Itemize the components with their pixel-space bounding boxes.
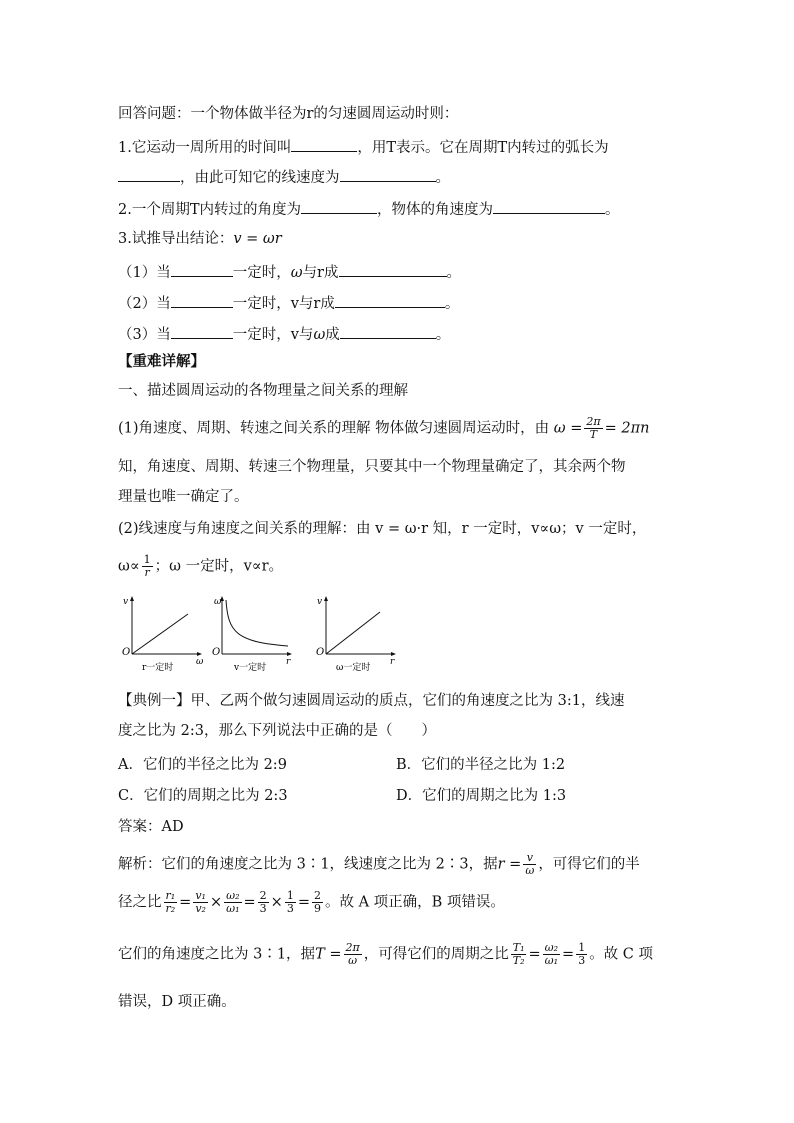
analysis-4-text: 错误，D 项正确。 xyxy=(118,994,236,1010)
p2-text-a: (2)线速度与角速度之间关系的理解：由 v = ω·r 知，r 一定时，v∝ω；v 一定时， xyxy=(118,521,647,537)
sub1-blank-2[interactable] xyxy=(339,261,447,277)
q3-text: 3.试推导出结论： xyxy=(118,231,234,247)
analysis-3-text-c: 。故 C 项 xyxy=(589,946,653,963)
g2-xlabel: r xyxy=(286,657,291,667)
option-c[interactable] xyxy=(118,786,288,806)
example-line-2 xyxy=(118,721,436,741)
sub2-text-b: 一定时，v与r成 xyxy=(232,296,335,312)
g2-caption: v一定时 xyxy=(234,663,267,672)
graph-v-vs-omega xyxy=(122,596,204,672)
sub1-omega: ω xyxy=(290,265,303,281)
q3-formula: v = ωr xyxy=(233,231,282,247)
analysis-1-fraction xyxy=(523,852,536,877)
sub1-text-b: 一定时， xyxy=(232,265,291,281)
sub2-line xyxy=(118,292,459,314)
analysis-line-1 xyxy=(118,852,640,877)
sub3-omega: ω xyxy=(313,327,326,343)
sub3-line xyxy=(118,323,450,345)
g2-ylabel: ω xyxy=(214,597,222,607)
p1-eq-right: = 2πn xyxy=(604,420,650,437)
graph-omega-vs-r xyxy=(212,596,292,672)
q1-text-a: 1.它运动一周所用的时间叫 xyxy=(118,140,292,156)
section-sub-heading-text: 一、描述圆周运动的各物理量之间关系的理解 xyxy=(118,383,408,399)
g3-origin: O xyxy=(316,647,325,658)
ratio-w-fraction xyxy=(224,890,241,915)
ratio-n3: 2 xyxy=(313,889,321,902)
p1-eq-left: ω = xyxy=(553,420,583,437)
sub1-text-c: 与r成 xyxy=(302,265,339,281)
p2-fraction xyxy=(142,554,153,579)
ratio-r1: r₁ xyxy=(165,889,176,902)
q2-blank-2[interactable] xyxy=(493,198,605,214)
p1-text-b: 知，角速度、周期、转速三个物理量，只要其中一个物理量确定了，其余两个物 xyxy=(118,459,626,475)
section-sub-heading xyxy=(118,381,408,401)
sub2-blank-2[interactable] xyxy=(335,292,445,308)
ratio-num-fraction-1 xyxy=(258,890,269,915)
q1-blank-1[interactable] xyxy=(291,136,357,152)
period-t-fraction xyxy=(511,942,527,967)
q2-text-b: ，物体的角速度为 xyxy=(377,202,494,218)
q3-line xyxy=(118,229,282,249)
p1-frac-num: 2π xyxy=(586,415,601,428)
sub3-blank-1[interactable] xyxy=(171,323,233,339)
ratio-n2: 1 xyxy=(286,889,294,902)
sub2-text-a: （2）当 xyxy=(118,296,171,312)
ratio-d1: 3 xyxy=(259,902,267,915)
ratio-d3: 9 xyxy=(313,902,321,915)
intro-text: 回答问题：一个物体做半径为r的匀速圆周运动时则： xyxy=(118,106,459,122)
analysis-3-text-a: 它们的角速度之比为 3∶1，据 xyxy=(118,946,316,963)
g1-caption: r一定时 xyxy=(142,663,174,672)
analysis-3-frac-den: ω xyxy=(348,954,358,967)
analysis-1-frac-den: ω xyxy=(525,864,535,877)
p1-line-1 xyxy=(118,416,649,441)
q2-text-a: 2.一个周期T内转过的角度为 xyxy=(118,202,302,218)
q1-text-c: ，由此可知它的线速度为 xyxy=(180,170,340,186)
p1-line-2 xyxy=(118,457,626,477)
analysis-2-text-a: 径之比 xyxy=(118,894,162,911)
analysis-3-text-b: ，可得它们的周期之比 xyxy=(363,946,509,963)
p2-frac-den: r xyxy=(144,566,150,579)
ratio-v1: v₁ xyxy=(195,889,206,902)
ratio-n1: 2 xyxy=(259,889,267,902)
ratio-num-fraction-3 xyxy=(312,890,323,915)
sub3-text-b: 一定时，v与 xyxy=(232,327,314,343)
sub2-text-d: 。 xyxy=(444,296,460,312)
ratio-v2: v₂ xyxy=(195,902,206,915)
option-c-text: C．它们的周期之比为 2:3 xyxy=(118,788,288,804)
sub3-blank-2[interactable] xyxy=(340,323,436,339)
g3-ylabel: v xyxy=(317,597,323,607)
period-t2: T₂ xyxy=(512,954,525,967)
sub2-blank-1[interactable] xyxy=(171,292,233,308)
p2-frac-num: 1 xyxy=(143,553,151,566)
ratio-v-fraction xyxy=(193,890,208,915)
analysis-line-2: 径之比 $\frac{\text{r₁}}{\text{r₂}}$ = $\frac{\text{v₁}}{\text{v₂}}$ × $\frac{\text{ω₂}}{\text{ω₁}}$ = $\frac{2}{3}$ × $\frac{1}{3}$ = $\frac{2}{9}$ 。故 A 项正确，B 项错误。 xyxy=(118,889,505,915)
analysis-3-frac-num: 2π xyxy=(345,941,360,954)
graphs-svg xyxy=(118,592,408,672)
p1-frac-den: T xyxy=(589,428,598,441)
p2-text-b2: ；ω 一定时，v∝r。 xyxy=(154,558,284,575)
option-d-text: D．它们的周期之比为 1:3 xyxy=(396,788,567,804)
analysis-1-eq: r = xyxy=(497,856,522,873)
p1-text-c: 理量也唯一确定了。 xyxy=(118,489,249,505)
ratio-d2: 3 xyxy=(286,902,294,915)
example-line-1 xyxy=(118,691,624,711)
q2-line xyxy=(118,198,620,220)
g1-origin: O xyxy=(122,647,131,658)
option-d[interactable] xyxy=(396,786,566,806)
p1-text-a: (1)角速度、周期、转速之间关系的理解 物体做匀速圆周运动时，由 xyxy=(118,420,550,437)
ratio-w1: ω₁ xyxy=(226,902,240,915)
period-w-fraction xyxy=(543,942,560,967)
analysis-1-frac-num: v xyxy=(523,852,536,865)
sub3-text-c: 成 xyxy=(325,327,340,343)
ratio-num-fraction-2 xyxy=(285,890,296,915)
sub1-line xyxy=(118,261,461,283)
relationship-graphs xyxy=(118,592,408,672)
p2-text-b1: ω∝ xyxy=(118,558,140,575)
option-b[interactable] xyxy=(396,755,565,775)
analysis-line-3: 它们的角速度之比为 3∶1，据T = $\frac{2\pi}{\omega}$ ，可得它们的周期之比 $\frac{\text{T₁}}{\text{T₂}}$ = $\frac{\text{ω₂}}{\text{ω₁}}$ = $\frac{1}{3}$ 。故 C 项 xyxy=(118,941,653,967)
q1-blank-3[interactable] xyxy=(340,166,436,182)
sub1-text-a: （1）当 xyxy=(118,265,171,281)
p2-line-1 xyxy=(118,519,646,539)
q2-text-c: 。 xyxy=(605,202,620,218)
ratio-r-fraction xyxy=(164,890,178,915)
option-b-text: B．它们的半径之比为 1:2 xyxy=(396,757,566,773)
q1-blank-2[interactable] xyxy=(118,166,180,182)
option-a-text: A．它们的半径之比为 2:9 xyxy=(118,757,287,773)
period-n: 1 xyxy=(578,941,586,954)
g2-origin: O xyxy=(212,647,221,658)
ratio-r2: r₂ xyxy=(165,902,176,915)
intro-line xyxy=(118,104,458,124)
g3-xlabel: r xyxy=(390,657,395,667)
g1-xlabel: ω xyxy=(196,657,204,667)
q1-line xyxy=(118,136,609,158)
option-a[interactable] xyxy=(118,755,287,775)
p2-line-2 xyxy=(118,554,283,579)
example-text-1: 【典例一】甲、乙两个做匀速圆周运动的质点，它们的角速度之比为 3:1，线速 xyxy=(118,693,625,709)
period-num-fraction xyxy=(576,942,587,967)
analysis-3-eq: T = xyxy=(315,946,342,963)
q1-line-2 xyxy=(118,166,450,188)
p1-fraction xyxy=(584,416,602,441)
q1-text-d: 。 xyxy=(435,170,450,186)
graph-v-vs-r xyxy=(316,596,396,672)
sub1-text-d: 。 xyxy=(446,265,461,281)
period-w2: ω₂ xyxy=(544,941,559,954)
ratio-w2: ω₂ xyxy=(226,889,240,902)
g3-caption: ω一定时 xyxy=(336,663,371,672)
p1-line-3 xyxy=(118,487,249,507)
sub3-text-d: 。 xyxy=(435,327,451,343)
sub1-blank-1[interactable] xyxy=(171,261,233,277)
analysis-1-text-a: 解析：它们的角速度之比为 3∶1，线速度之比为 2∶3，据 xyxy=(118,856,498,873)
analysis-line-4 xyxy=(118,992,236,1012)
period-d: 3 xyxy=(578,954,586,967)
g1-ylabel: v xyxy=(123,597,129,607)
section-heading xyxy=(118,352,205,372)
section-heading-text: 【重难详解】 xyxy=(118,353,205,370)
q2-blank-1[interactable] xyxy=(301,198,377,214)
example-text-2: 度之比为 2:3，那么下列说法中正确的是（ ） xyxy=(118,723,436,739)
analysis-1-text-b: ，可得它们的半 xyxy=(538,856,640,873)
analysis-2-text-b: 。故 A 项正确，B 项错误。 xyxy=(324,894,505,911)
answer-text: 答案：AD xyxy=(118,819,184,835)
sub3-text-a: （3）当 xyxy=(118,327,171,343)
period-t1: T₁ xyxy=(512,941,525,954)
answer-line xyxy=(118,817,184,837)
period-w1: ω₁ xyxy=(544,954,559,967)
q1-text-b: ，用T表示。它在周期T内转过的弧长为 xyxy=(357,140,609,156)
analysis-3-fraction xyxy=(344,942,362,967)
